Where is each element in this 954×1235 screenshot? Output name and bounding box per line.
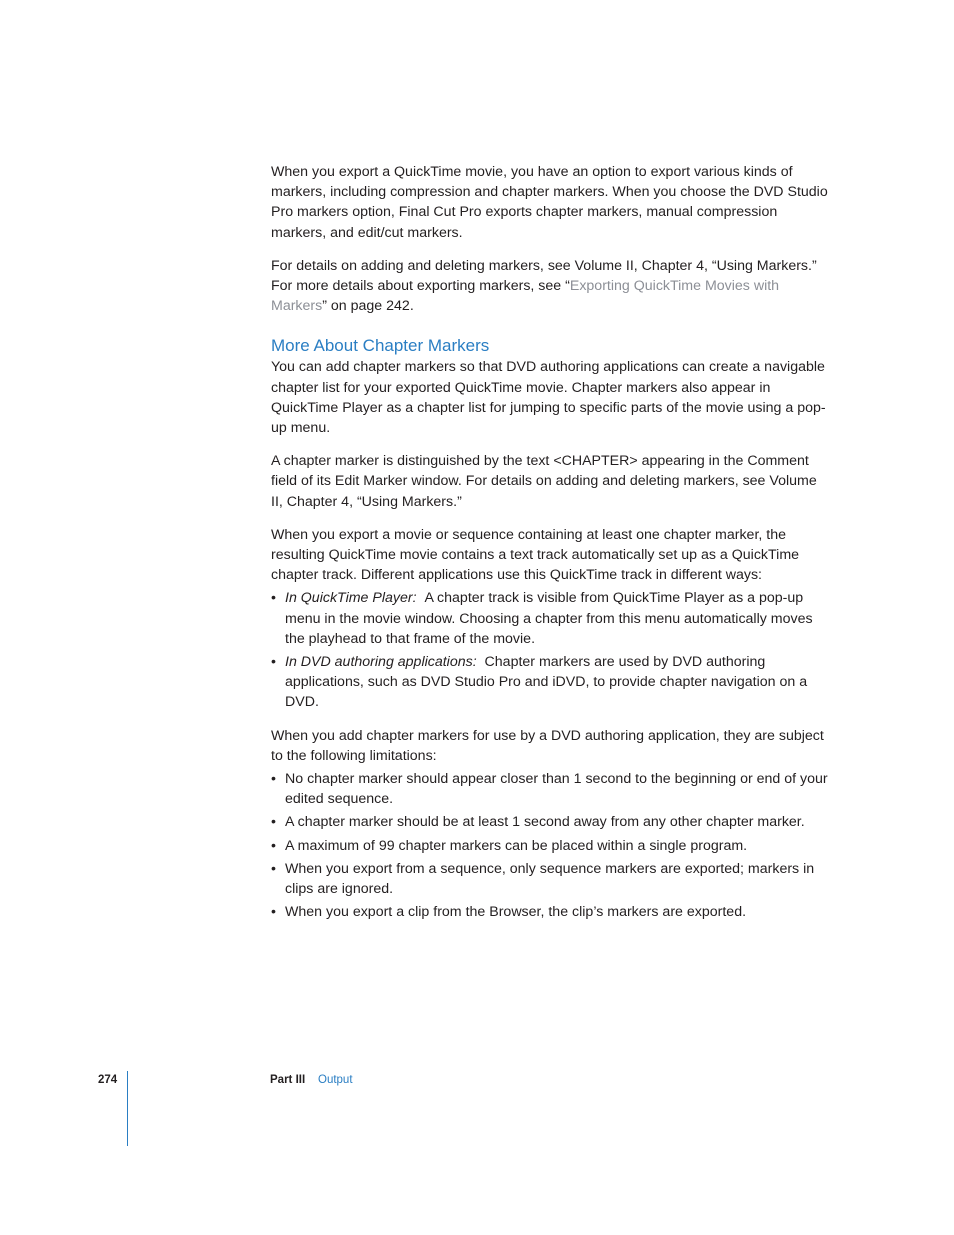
bullet: • xyxy=(271,904,276,921)
cross-reference-link[interactable]: Exporting QuickTime Movies with Markers xyxy=(271,278,780,315)
footer-divider xyxy=(127,1071,128,1146)
paragraph-marker-details-text: For details on adding and deleting markers, see Volume II, Chapter 4, “Using Markers.” For more details about exporting markers, see “ xyxy=(271,257,817,295)
bullet: • xyxy=(271,654,276,671)
paragraph-export-markers: When you export a QuickTime movie, you have an option to export various kinds of markers, including compression and chapter markers. When you choose the DVD Studio Pro markers option, Final Cut Pro exports chapter markers, manual compression markers, and edit/cut markers. xyxy=(271,164,828,241)
list-item xyxy=(271,652,831,713)
list-item-text: No chapter marker should appear closer than 1 second to the beginning or end of your edited sequence. xyxy=(285,771,828,808)
list-item-lead: In DVD authoring applications: xyxy=(285,654,477,671)
list-item xyxy=(271,902,831,922)
bullet: • xyxy=(271,771,276,788)
paragraph-marker-details-page: ” on page 242. xyxy=(322,298,414,315)
bullet: • xyxy=(271,590,276,607)
applications-list xyxy=(271,588,831,712)
list-item xyxy=(271,588,831,649)
paragraph-chapter-distinguished: A chapter marker is distinguished by the text <CHAPTER> appearing in the Comment field of its Edit Marker window. For details on adding and deleting markers, see Volume II, Chapter 4, “Using Markers.” xyxy=(271,453,817,510)
paragraph-chapter-track: When you export a movie or sequence containing at least one chapter marker, the resulting QuickTime movie contains a text track automatically set up as a QuickTime chapter track. Different applications use this QuickTime track in different ways: xyxy=(271,526,800,584)
page-body xyxy=(271,162,831,936)
list-item xyxy=(271,812,831,832)
bullet: • xyxy=(271,860,276,877)
part-title: Output xyxy=(318,1074,353,1086)
list-item-text: A maximum of 99 chapter markers can be placed within a single program. xyxy=(285,837,748,854)
list-item-text: Chapter markers are used by DVD authoring applications, such as DVD Studio Pro and iDVD, to provide chapter navigation on a DVD. xyxy=(285,654,808,711)
bullet: • xyxy=(271,837,276,854)
list-item xyxy=(271,859,831,899)
paragraph-limitations: When you add chapter markers for use by a DVD authoring application, they are subject to the following limitations: xyxy=(271,727,824,764)
paragraph-marker-details xyxy=(271,256,831,317)
limitations-list xyxy=(271,769,831,922)
list-item xyxy=(271,769,831,809)
part-label: Part III xyxy=(270,1074,306,1086)
list-item-lead: In QuickTime Player: xyxy=(285,590,417,607)
paragraph-chapter-intro: You can add chapter markers so that DVD authoring applications can create a navigable chapter list for your exported QuickTime movie. Chapter markers also appear in QuickTime Player as a chapter list for jumping to specific parts of the movie using a pop-up menu. xyxy=(271,359,826,437)
list-item-text: A chapter track is visible from QuickTime Player as a pop-up menu in the movie window. Choosing a chapter from this menu automatically moves the playhead to that frame of the movie. xyxy=(285,590,813,647)
list-item-text: A chapter marker should be at least 1 second away from any other chapter marker. xyxy=(285,814,805,831)
list-item-text: When you export a clip from the Browser, the clip’s markers are exported. xyxy=(285,904,747,921)
list-item-text: When you export from a sequence, only sequence markers are exported; markers in clips are ignored. xyxy=(285,860,815,898)
list-item xyxy=(271,836,831,856)
page-number: 274 xyxy=(98,1074,118,1086)
section-heading: More About Chapter Markers xyxy=(271,336,490,356)
bullet: • xyxy=(271,814,276,831)
